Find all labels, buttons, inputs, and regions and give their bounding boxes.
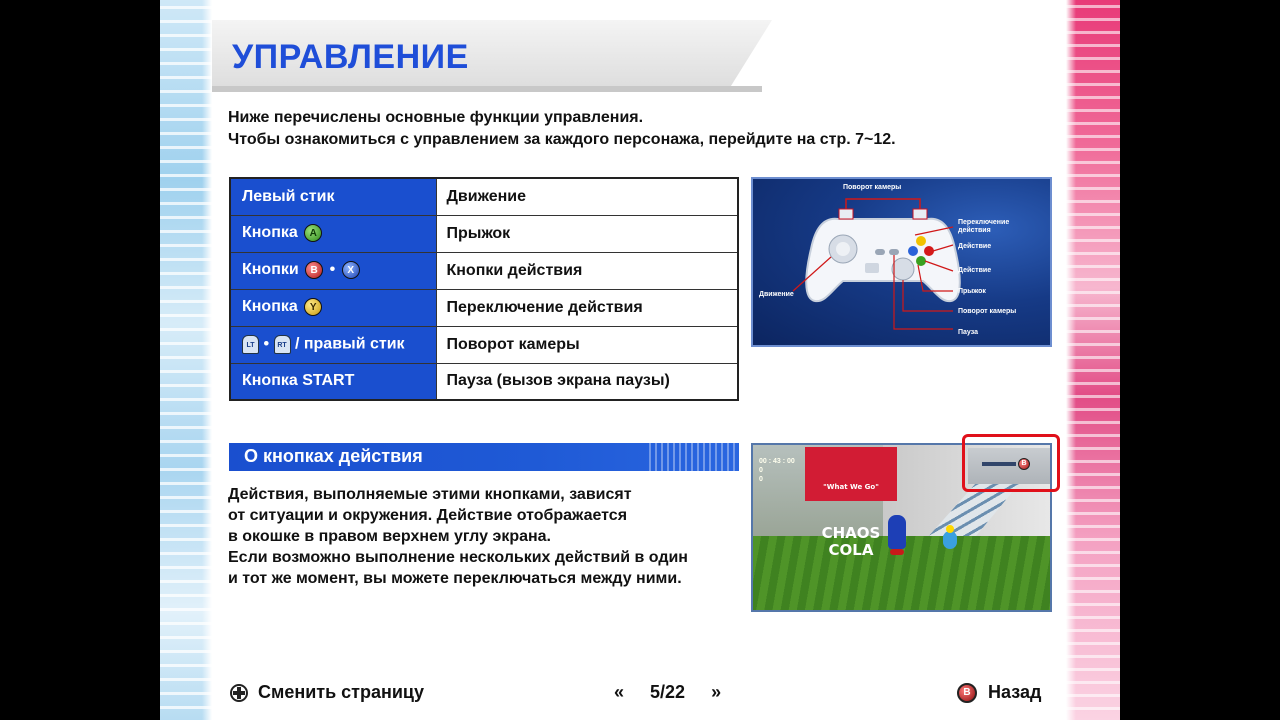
lt-trigger-icon: LT [242,335,259,354]
control-value: Кнопки действия [436,252,738,289]
change-page-button[interactable] [230,682,424,703]
left-decoration [160,0,212,720]
label-camera-top: Поворот камеры [843,184,902,191]
b-button-icon: B [957,683,977,703]
control-value: Пауза (вызов экрана паузы) [436,363,738,400]
hud-score: 0 [759,467,763,474]
label-action-2: Действие [958,267,992,274]
body-line: от ситуации и окружения. Действие отображается [228,507,628,524]
control-key [230,363,436,400]
label-switch-action: Переключение действия [958,219,1010,234]
chao-character [943,531,957,549]
intro-line-1: Ниже перечислены основные функции управления. [228,109,644,126]
label-action-1: Действие [958,243,992,250]
footer-nav [160,676,1120,710]
body-line: в окошке в правом верхнем углу экрана. [228,528,551,545]
label-pause: Пауза [958,329,979,336]
section-body [228,484,688,589]
page-title: УПРАВЛЕНИЕ [232,38,469,76]
table-row [230,289,738,326]
separator: • [329,261,336,279]
key-label: / правый стик [294,335,405,353]
table-row [230,215,738,252]
dpad-icon [230,684,248,702]
label-move: Движение [759,291,794,298]
control-key [230,178,436,215]
body-line: и тот же момент, вы можете переключаться между ними. [228,570,682,587]
hud-rings: 0 [759,476,763,483]
intro-line-2: Чтобы ознакомиться с управлением за каждого персонажа, перейдите на стр. 7~12. [228,131,896,148]
a-button-icon: A [304,224,322,242]
section-title: О кнопках действия [244,446,423,466]
label-camera-right: Поворот камеры [958,308,1017,315]
intro-text [228,107,896,151]
body-line: Если возможно выполнение нескольких действий в один [228,549,688,566]
pagination [588,682,747,703]
key-label: Кнопка [242,298,298,316]
control-key [230,326,436,363]
manual-page [160,0,1120,720]
sonic-character [888,515,906,549]
key-label: Кнопка [242,224,298,242]
control-value: Движение [436,178,738,215]
control-key [230,289,436,326]
b-button-icon: B [1018,458,1030,470]
game-hud [759,457,795,484]
right-decoration [1066,0,1120,720]
controller-icon [753,179,1052,347]
key-label: Кнопки [242,261,299,279]
back-button[interactable] [957,682,1041,703]
hud-timer: 00 : 43 : 00 [759,458,795,465]
prev-page-arrow-icon[interactable]: « [614,682,625,702]
control-value: Прыжок [436,215,738,252]
rt-trigger-icon: RT [274,335,291,354]
control-value: Поворот камеры [436,326,738,363]
title-underline [212,86,762,92]
sign-text: CHAOS COLA [821,524,881,559]
x-button-icon: X [342,261,360,279]
page-indicator: 5/22 [650,682,686,702]
table-row [230,178,738,215]
control-key [230,252,436,289]
table-row [230,363,738,400]
action-window-callout [962,434,1060,492]
key-label: Кнопка START [242,372,355,390]
chaos-cola-sign [805,447,897,559]
controller-diagram [751,177,1052,347]
table-row [230,252,738,289]
body-line: Действия, выполняемые этими кнопками, зависят [228,486,632,503]
change-page-label: Сменить страницу [258,682,424,702]
control-value: Переключение действия [436,289,738,326]
b-button-icon: B [305,261,323,279]
y-button-icon: Y [304,298,322,316]
sign-banner-text: "What We Go" [823,483,879,491]
label-jump: Прыжок [958,288,986,295]
separator: • [263,335,270,353]
key-label: Левый стик [242,187,335,205]
control-key [230,215,436,252]
back-label: Назад [988,682,1042,702]
controls-table [229,177,739,401]
next-page-arrow-icon[interactable]: » [711,682,722,702]
table-row [230,326,738,363]
